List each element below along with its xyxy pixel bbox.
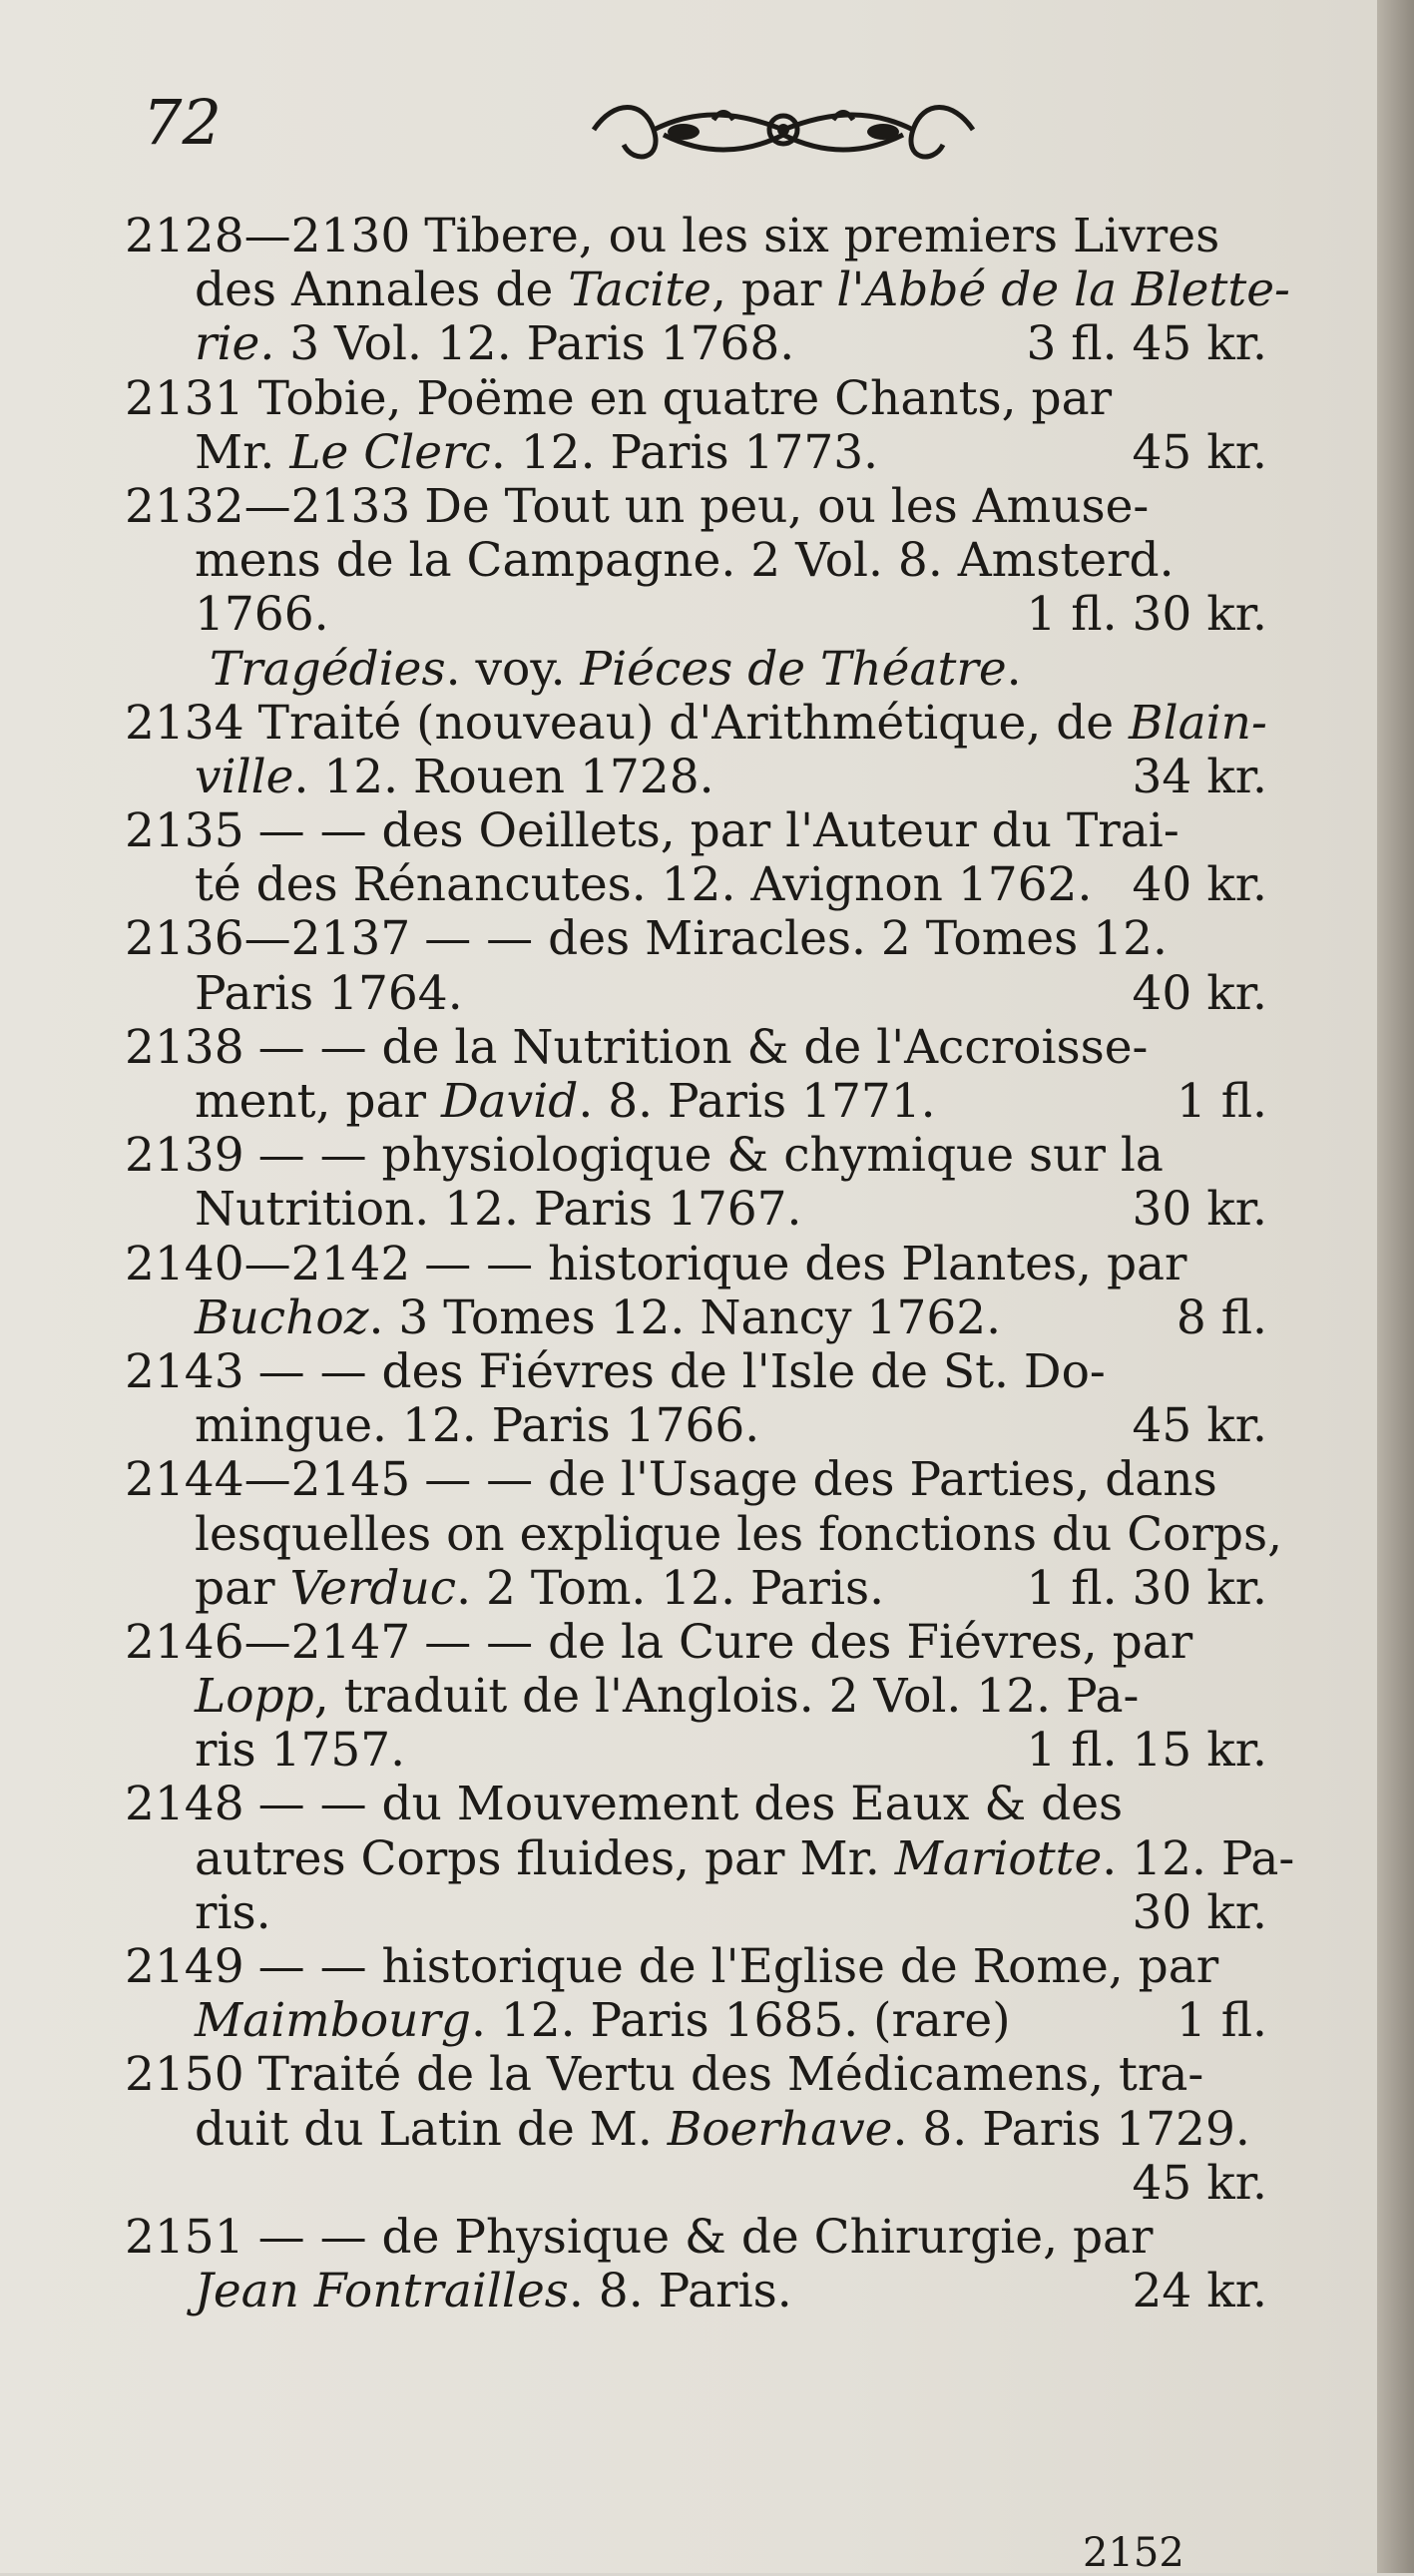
page-header — [125, 82, 1272, 172]
price: 1 fl. 30 kr. — [1026, 1560, 1267, 1616]
ornament-icon — [574, 90, 993, 170]
list-item: 2132—2133 De Tout un peu, ou les Amuse- — [125, 478, 1150, 534]
price: 45 kr. — [1132, 1398, 1267, 1454]
list-item: 2135 — — des Oeillets, par l'Auteur du Trai- — [125, 803, 1179, 859]
list-item: 2144—2145 — — de l'Usage des Parties, dans — [125, 1452, 1217, 1508]
list-item: 2148 — — du Mouvement des Eaux & des — [125, 1777, 1124, 1832]
list-item: 2143 — — des Fiévres de l'Isle de St. Do- — [125, 1343, 1106, 1399]
list-item: 2151 — — de Physique & de Chirurgie, par — [125, 2209, 1154, 2265]
price: 1 fl. 30 kr. — [1026, 587, 1267, 643]
list-item: 2134 Traité (nouveau) d'Arithmétique, de Blain- — [125, 695, 1267, 751]
list-item: 2150 Traité de la Vertu des Médicamens, tra- — [125, 2047, 1204, 2103]
list-item: 2140—2142 — — historique des Plantes, par — [125, 1236, 1187, 1291]
price: 34 kr. — [1132, 749, 1267, 804]
price: 45 kr. — [1132, 424, 1267, 480]
list-item: 2131 Tobie, Poëme en quatre Chants, par — [125, 370, 1113, 426]
price: 3 fl. 45 kr. — [1026, 316, 1267, 372]
catchword: 2152 — [1083, 2530, 1184, 2576]
list-item: 2146—2147 — — de la Cure des Fiévres, par — [125, 1614, 1193, 1670]
list-item: 2149 — — historique de l'Eglise de Rome, par — [125, 1939, 1219, 1994]
price: 30 kr. — [1132, 1182, 1267, 1238]
price: 1 fl. 15 kr. — [1026, 1723, 1267, 1779]
list-item: 2138 — — de la Nutrition & de l'Accroisse- — [125, 1019, 1149, 1075]
price: 8 fl. — [1176, 1289, 1267, 1345]
page-number: 72 — [143, 86, 222, 159]
cross-reference: Tragédies. voy. Piéces de Théatre. — [209, 641, 1022, 697]
list-item: 2136—2137 — — des Miracles. 2 Tomes 12. — [125, 911, 1168, 967]
price: 1 fl. — [1176, 1993, 1267, 2049]
list-item: 2139 — — physiologique & chymique sur la — [125, 1128, 1164, 1184]
book-gutter — [1377, 0, 1414, 2573]
price: 1 fl. — [1176, 1074, 1267, 1129]
catalog-entries: 2128—2130 Tibere, ou les six premiers Livres des Annales de Tacite, par l'Abbé de la Blette- rie. 3 Vol. 12. Paris 1768. 3 fl. 45 kr. 2131 Tobie, Poëme en quatre Chants, par Mr. Le Clerc. 12. Paris 1773. 45 kr. 2132—2133 De Tout un peu, ou les Amuse- mens de la Campagne. 2 Vol. 8. Amsterd. 1766. 1 fl. 30 kr. Tragédies. voy. Piéces de Théatre. 2134 Traité (nouveau) d'Arithmétique, de Blain- ville. 12. Rouen 1728. 34 kr. 2135 — — des Oeillets, par l'Auteur du Trai- té des Rénancutes. 12. Avignon 1762. 40 kr. 2136—2137 — — des Miracles. 2 Tomes 12. Paris 1764. 40 kr. 2138 — — de la Nutrition & de l'Accroisse- ment, par David. 8. Paris 1771. 1 fl. 2139 — — physiologique & chymique sur la Nutrition. 12. Paris 1767. 30 kr. 2140—2142 — — historique des Plantes, par Buchoz. 3 Tomes 12. Nancy 1762. 8 fl. 2143 — — des Fiévres de l'Isle de St. Do- mingue. 12. Paris 1766. 45 kr. 2144—2145 — — de l'Usage des Parties, dans lesquelles on explique les fonctions du Corps, par Verduc. 2 Tom. 12. Paris. 1 fl. 30 kr. 2146—2147 — — de la Cure des Fiévres, par Lopp, traduit de l'Anglois. 2 Vol. 12. Pa- ris 1757. 1 fl. 15 kr. 2148 — — du Mouvement des Eaux & des autres Corps fluides, par Mr. Mariotte. 12. Pa- ris. 30 kr. 2149 — — historique de l'Eglise de Rome, par Maimbourg. 12. Paris 1685. (rare) 1 fl. 2150 Traité de la Vertu des Médicamens, tra- duit du Latin de M. Boerhave. 8. Paris 1729. 45 kr. 2151 — — de Physique & de Chirurgie, par Jean Fontrailles. 8. Paris. 24 kr. — [125, 209, 1295, 2319]
price: 40 kr. — [1132, 965, 1267, 1021]
price: 24 kr. — [1132, 2264, 1267, 2319]
price: 45 kr. — [1132, 2155, 1267, 2211]
list-item: 2128—2130 Tibere, ou les six premiers Livres — [125, 209, 1220, 263]
price: 40 kr. — [1132, 857, 1267, 913]
price: 30 kr. — [1132, 1884, 1267, 1940]
